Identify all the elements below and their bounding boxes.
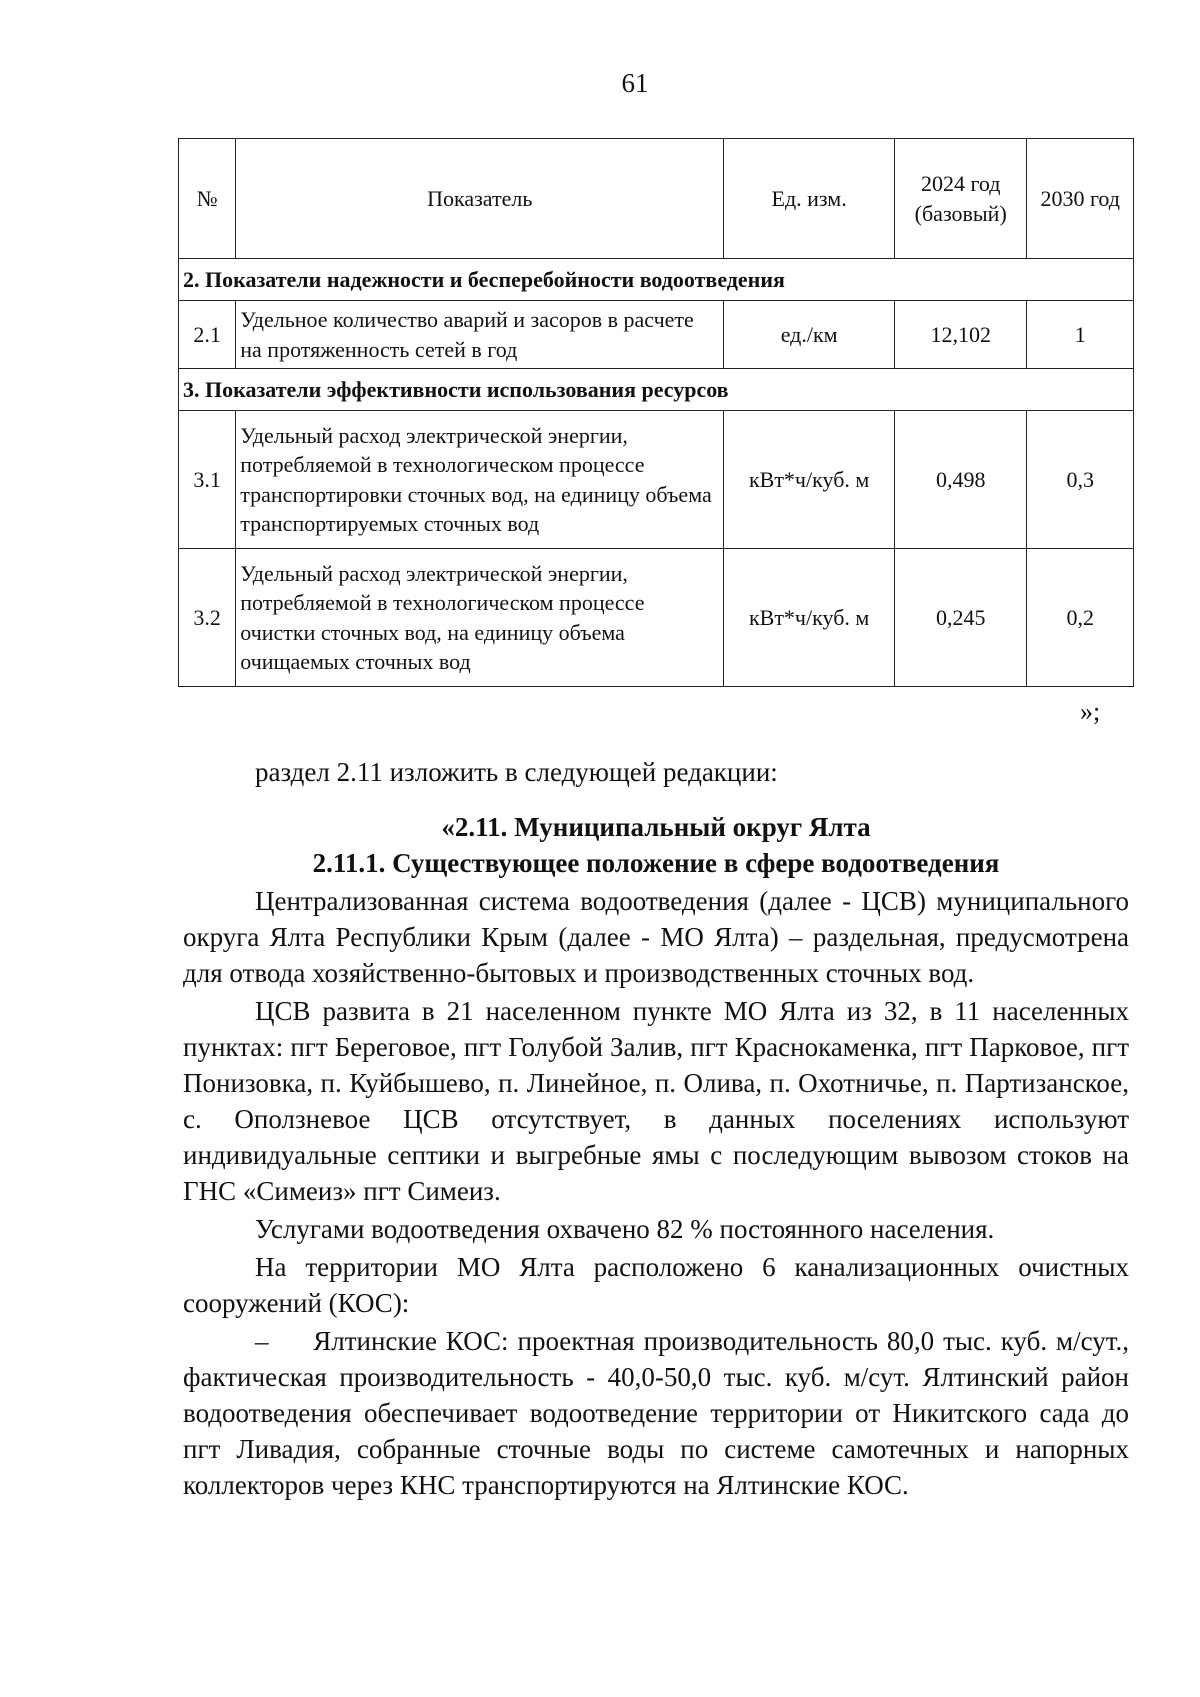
indicators-table: [178, 138, 1134, 687]
subsection-heading: 2.11.1. Существующее положение в сфере водоотведения: [312, 848, 1000, 878]
row-indicator: Удельный расход электрической энергии, потребляемой в технологическом процессе транспортировки сточных вод, на единицу объема транспортируемых сточных вод: [236, 411, 724, 549]
closing-quote: »;: [1080, 697, 1101, 726]
section-row: [179, 369, 1134, 411]
page-number: 61: [621, 68, 649, 98]
row-target-value: 0,3: [1027, 411, 1134, 549]
section-heading: «2.11. Муниципальный округ Ялта: [441, 812, 871, 842]
header-base-year: 2024 год (базовый): [895, 139, 1027, 259]
row-num: 3.2: [179, 549, 236, 687]
header-target-year: 2030 год: [1027, 139, 1134, 259]
row-unit: кВт*ч/куб. м: [724, 549, 895, 687]
section-row: [179, 259, 1134, 301]
row-indicator: Удельное количество аварий и засоров в расчете на протяженность сетей в год: [236, 301, 724, 369]
list-item-paragraph: – Ялтинские КОС: проектная производительность 80,0 тыс. куб. м/сут., фактическая производительность - 40,0-50,0 тыс. куб. м/сут. Ялтинский район водоотведения обеспечивает водоотведение территории от Никитского сада до пгт Ливадия, собранные сточные воды по системе самотечных и напорных коллекторов через КНС транспортируются на Ялтинские КОС.: [183, 1326, 1129, 1500]
row-target-value: 1: [1027, 301, 1134, 369]
paragraph: Услугами водоотведения охвачено 82 % постоянного населения.: [255, 1214, 995, 1244]
row-num: 2.1: [179, 301, 236, 369]
table-row: [179, 301, 1134, 369]
table-row: [179, 411, 1134, 549]
header-num: №: [179, 139, 236, 259]
row-target-value: 0,2: [1027, 549, 1134, 687]
table-row: [179, 549, 1134, 687]
table-header-row: [179, 139, 1134, 259]
intro-paragraph: раздел 2.11 изложить в следующей редакции:: [255, 757, 778, 787]
header-unit: Ед. изм.: [724, 139, 895, 259]
row-base-value: 0,498: [895, 411, 1027, 549]
row-num: 3.1: [179, 411, 236, 549]
row-base-value: 0,245: [895, 549, 1027, 687]
paragraph: На территории МО Ялта расположено 6 канализационных очистных сооружений (КОС):: [183, 1252, 1129, 1318]
header-indicator: Показатель: [236, 139, 724, 259]
row-unit: кВт*ч/куб. м: [724, 411, 895, 549]
row-unit: ед./км: [724, 301, 895, 369]
paragraph: Централизованная система водоотведения (далее - ЦСВ) муниципального округа Ялта Республики Крым (далее - МО Ялта) – раздельная, предусмотрена для отвода хозяйственно-бытовых и производственных сточных вод.: [183, 886, 1129, 988]
section-title: 2. Показатели надежности и бесперебойности водоотведения: [179, 259, 1134, 301]
row-indicator: Удельный расход электрической энергии, потребляемой в технологическом процессе очистки сточных вод, на единицу объема очищаемых сточных вод: [236, 549, 724, 687]
section-title: 3. Показатели эффективности использования ресурсов: [179, 369, 1134, 411]
paragraph: ЦСВ развита в 21 населенном пункте МО Ялта из 32, в 11 населенных пунктах: пгт Береговое, пгт Голубой Залив, пгт Краснокаменка, пгт Парковое, пгт Понизовка, п. Куйбышево, п. Линейное, п. Олива, п. Охотничье, п. Партизанское, с. Оползневое ЦСВ отсутствует, в данных поселениях используют индивидуальные септики и выгребные ямы с последующим вывозом стоков на ГНС «Симеиз» пгт Симеиз.: [183, 996, 1129, 1206]
row-base-value: 12,102: [895, 301, 1027, 369]
body-text: [183, 754, 1129, 1503]
